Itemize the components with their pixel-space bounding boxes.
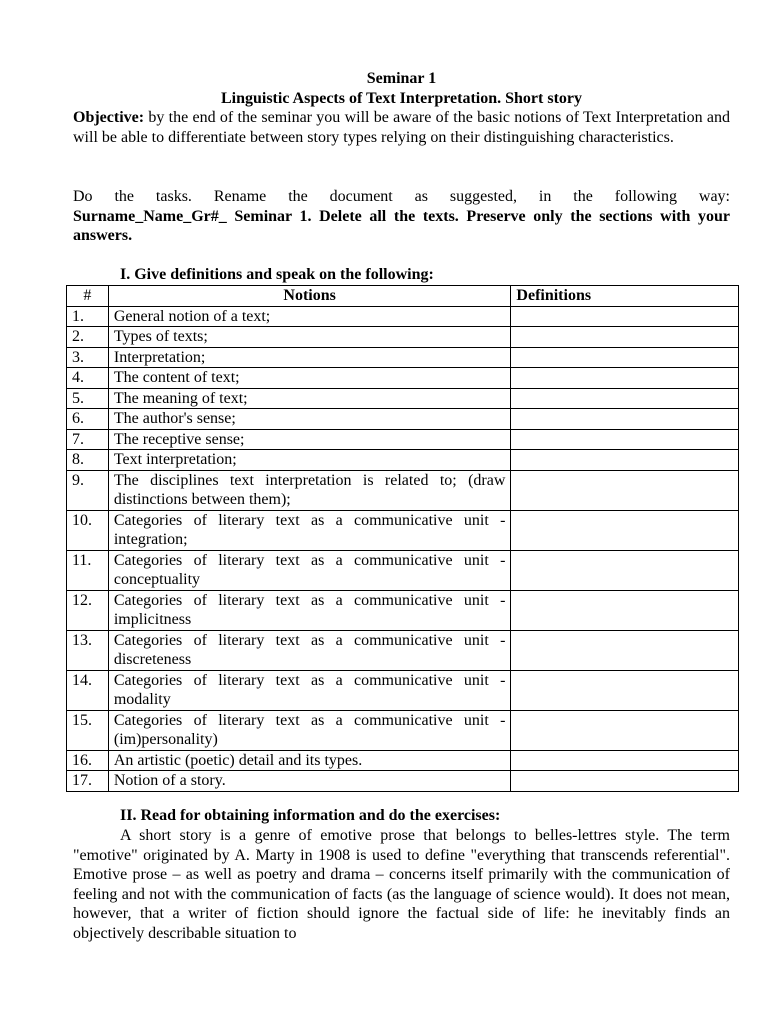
row-number: 7. <box>67 429 109 450</box>
definition-cell[interactable] <box>511 670 739 710</box>
notion-cell: The meaning of text; <box>108 388 511 409</box>
definition-cell[interactable] <box>511 710 739 750</box>
notion-cell: General notion of a text; <box>108 306 511 327</box>
seminar-number: Seminar 1 <box>366 70 437 87</box>
notion-cell: Text interpretation; <box>108 450 511 471</box>
notions-table <box>66 285 739 792</box>
row-number: 9. <box>67 470 109 510</box>
objective-paragraph <box>73 108 730 147</box>
table-row <box>67 450 739 471</box>
notion-cell: An artistic (poetic) detail and its types. <box>108 750 511 771</box>
definition-cell[interactable] <box>511 388 739 409</box>
instructions-paragraph <box>73 187 730 246</box>
table-row <box>67 630 739 670</box>
notion-cell: Categories of literary text as a communicative unit - (im)personality) <box>108 710 511 750</box>
row-number: 16. <box>67 750 109 771</box>
definition-cell[interactable] <box>511 630 739 670</box>
instructions-line: Do the tasks. Rename the document as suggested, in the following way: <box>73 188 730 205</box>
table-row <box>67 771 739 792</box>
column-header-definitions: Definitions <box>511 286 739 307</box>
row-number: 4. <box>67 368 109 389</box>
table-row <box>67 429 739 450</box>
row-number: 2. <box>67 327 109 348</box>
definition-cell[interactable] <box>511 590 739 630</box>
definition-cell[interactable] <box>511 470 739 510</box>
row-number: 14. <box>67 670 109 710</box>
notion-cell: The receptive sense; <box>108 429 511 450</box>
column-header-notions: Notions <box>108 286 511 307</box>
row-number: 15. <box>67 710 109 750</box>
table-header-row <box>67 286 739 307</box>
notion-cell: Notion of a story. <box>108 771 511 792</box>
row-number: 10. <box>67 510 109 550</box>
table-row <box>67 710 739 750</box>
definition-cell[interactable] <box>511 409 739 430</box>
table-row <box>67 750 739 771</box>
table-row <box>67 470 739 510</box>
row-number: 5. <box>67 388 109 409</box>
table-row <box>67 550 739 590</box>
notions-table-body <box>67 306 739 791</box>
notion-cell: Types of texts; <box>108 327 511 348</box>
notion-cell: Categories of literary text as a communicative unit - integration; <box>108 510 511 550</box>
notion-cell: The content of text; <box>108 368 511 389</box>
notion-cell: Interpretation; <box>108 347 511 368</box>
table-row <box>67 510 739 550</box>
section-1-heading: I. Give definitions and speak on the following: <box>120 266 434 283</box>
row-number: 12. <box>67 590 109 630</box>
table-row <box>67 306 739 327</box>
definition-cell[interactable] <box>511 510 739 550</box>
row-number: 11. <box>67 550 109 590</box>
row-number: 17. <box>67 771 109 792</box>
definition-cell[interactable] <box>511 450 739 471</box>
definition-cell[interactable] <box>511 771 739 792</box>
notion-cell: Categories of literary text as a communicative unit - modality <box>108 670 511 710</box>
section-2-heading: II. Read for obtaining information and do the exercises: <box>120 807 501 824</box>
notion-cell: The disciplines text interpretation is related to; (draw distinctions between them); <box>108 470 511 510</box>
row-number: 13. <box>67 630 109 670</box>
notion-cell: Categories of literary text as a communicative unit - implicitness <box>108 590 511 630</box>
definition-cell[interactable] <box>511 306 739 327</box>
table-row <box>67 347 739 368</box>
definition-cell[interactable] <box>511 429 739 450</box>
short-story-paragraph: A short story is a genre of emotive prose that belongs to belles-lettres style. The term "emotive" originated by A. Marty in 1908 is used to define "everything that transcends referential". Emotive prose – as well as poetry and drama – concerns itself primarily with the communication of feeling and not with the communication of facts (as the language of science would). It does not mean, however, that a writer of fiction should ignore the factual side of life: he inevitably finds an objectively describable situation to <box>73 827 730 942</box>
column-header-number: # <box>67 286 109 307</box>
instructions-bold: Surname_Name_Gr#_ Seminar 1. Delete all the texts. Preserve only the sections with your answers. <box>73 207 730 244</box>
table-row <box>67 368 739 389</box>
definition-cell[interactable] <box>511 347 739 368</box>
table-row <box>67 409 739 430</box>
definition-cell[interactable] <box>511 368 739 389</box>
definition-cell[interactable] <box>511 327 739 348</box>
table-row <box>67 590 739 630</box>
row-number: 8. <box>67 450 109 471</box>
row-number: 6. <box>67 409 109 430</box>
row-number: 3. <box>67 347 109 368</box>
notion-cell: The author's sense; <box>108 409 511 430</box>
definition-cell[interactable] <box>511 550 739 590</box>
table-row <box>67 670 739 710</box>
document-title: Linguistic Aspects of Text Interpretation. Short story <box>220 90 583 107</box>
notion-cell: Categories of literary text as a communicative unit - discreteness <box>108 630 511 670</box>
table-row <box>67 327 739 348</box>
table-row <box>67 388 739 409</box>
objective-text: by the end of the seminar you will be aware of the basic notions of Text Interpretation and will be able to differentiate between story types relying on their distinguishing characteristics. <box>73 109 730 146</box>
definition-cell[interactable] <box>511 750 739 771</box>
notion-cell: Categories of literary text as a communicative unit - conceptuality <box>108 550 511 590</box>
row-number: 1. <box>67 306 109 327</box>
objective-label: Objective: <box>73 109 145 126</box>
